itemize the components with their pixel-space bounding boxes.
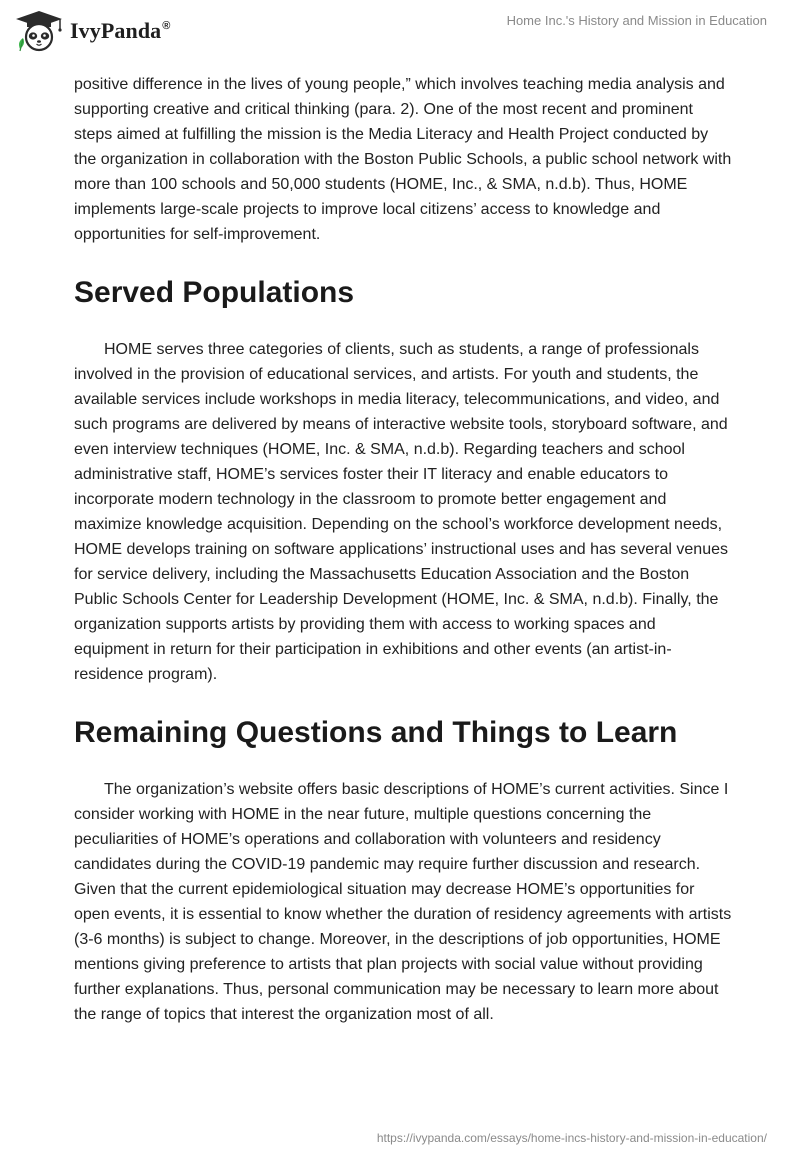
served-populations-paragraph: HOME serves three categories of clients, such as students, a range of professionals involved in the provision of educational services, and artists. For youth and students, the available services include workshops in media literacy, telecommunications, and video, and such programs are delivered by means of interactive website tools, storyboard software, and even interview techniques (HOME, Inc. & SMA, n.d.b). Regarding teachers and school administrative staff, HOME’s services foster their IT literacy and enable educators to incorporate modern technology in the classroom to promote better engagement and maximize knowledge acquisition. Depending on the school’s workforce development needs, HOME develops training on software applications’ instructional uses and has several venues for service delivery, including the Massachusetts Education Association and the Boston Public Schools Center for Leadership Development (HOME, Inc. & SMA, n.d.b). Finally, the organization supports artists by providing them with access to working spaces and equipment in return for their participation in exhibitions and other events (an artist-in-residence program). — [74, 341, 728, 683]
brand-name — [70, 18, 171, 44]
section-heading-served-populations: Served Populations — [74, 276, 355, 309]
section-heading-remaining-questions: Remaining Questions and Things to Learn — [74, 716, 678, 749]
brand-text: IvyPanda — [70, 18, 162, 43]
panda-graduate-icon — [14, 9, 64, 53]
essay-content — [74, 72, 734, 1027]
document-title: Home Inc.'s History and Mission in Education — [506, 13, 767, 28]
remaining-questions-paragraph: The organization’s website offers basic descriptions of HOME’s current activities. Since I consider working with HOME in the near future, multiple questions concerning the peculiarities of HOME’s operations and collaboration with volunteers and residency candidates during the COVID-19 pandemic may require further discussion and research. Given that the current epidemiological situation may decrease HOME’s opportunities for open events, it is essential to know whether the duration of residency agreements with artists (3-6 months) is subject to change. Moreover, in the descriptions of job opportunities, HOME mentions giving preference to artists that plan projects with social value without providing further explanations. Thus, personal communication may be necessary to learn more about the range of topics that interest the organization most of all. — [74, 781, 732, 1023]
intro-paragraph: positive difference in the lives of young people,” which involves teaching media analysis and supporting creative and critical thinking (para. 2). One of the most recent and prominent steps aimed at fulfilling the mission is the Media Literacy and Health Project conducted by the organization in collaboration with the Boston Public Schools, a public school network with more than 100 schools and 50,000 students (HOME, Inc., & SMA, n.d.b). Thus, HOME implements large-scale projects to improve local citizens’ access to knowledge and opportunities for self-improvement. — [74, 76, 732, 243]
source-url[interactable]: https://ivypanda.com/essays/home-incs-history-and-mission-in-education/ — [376, 1131, 767, 1145]
ivypanda-logo[interactable] — [14, 8, 171, 54]
trademark-symbol: ® — [162, 20, 171, 32]
page-header — [0, 0, 800, 64]
